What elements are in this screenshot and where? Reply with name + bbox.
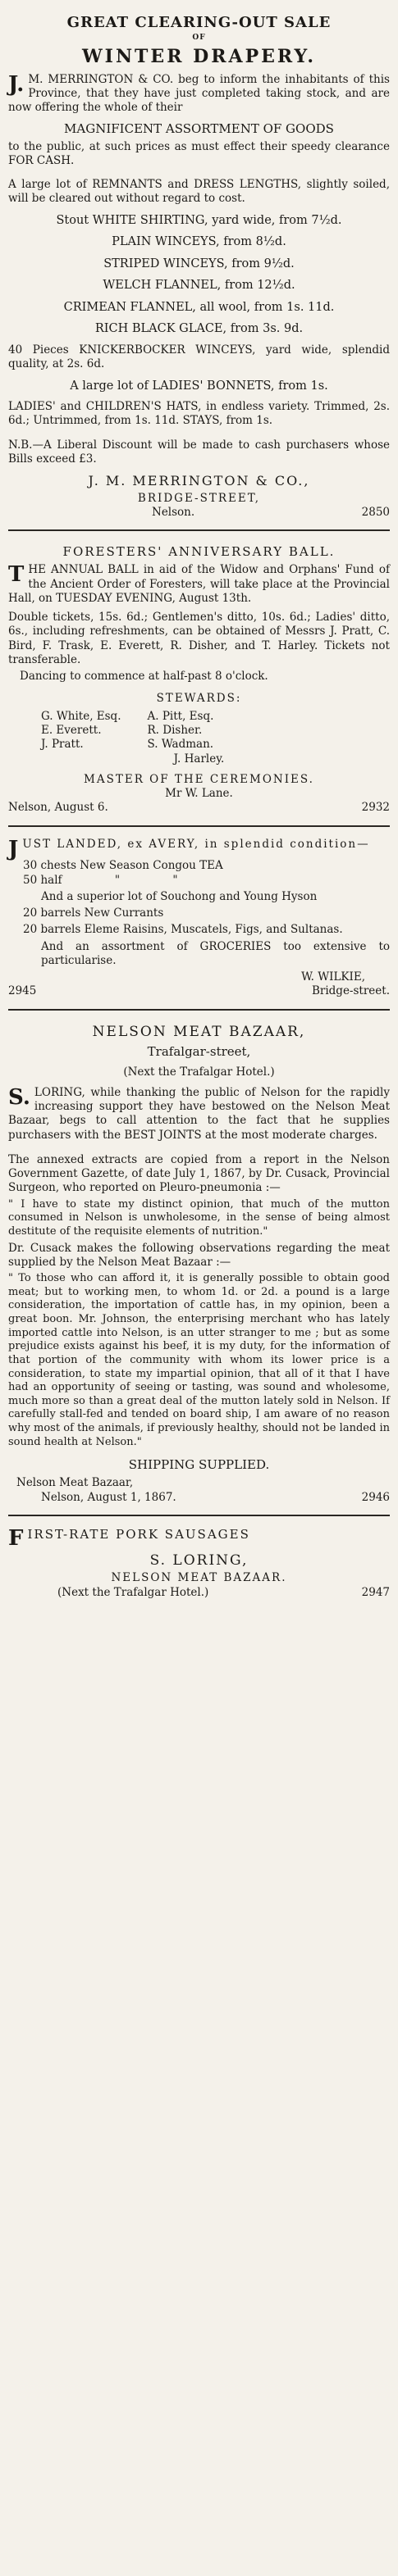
item-line: RICH BLACK GLACE, from 3s. 9d.	[94, 322, 304, 336]
quote-two: " To those who can afford it, it is generally possible to obtain good meat; but to working men, to whom 1d. or 2d. a pound is a large consideration, the importation of cattle has, in my opinion, been a great boon. Mr. Johnson, the enterprising merchant who has lately imported cattle into Nelson, is an utter stranger to me ; but as some prejudice exists against his beef, it is my duty, for the information of that portion of the community with whom its lower price is a consideration, to state my impartial opinion, that all of it that I have had an opportunity of seeing or tasting, was sound and wholesome, much more so than a great deal of the mutton lately sold in Nelson. If carefully stall-fed and tended on board ship, I am aware of no reason why most of the animals, if previously healthy, should not be landed in sound health at Nelson."	[8, 1272, 390, 1448]
item-line: WELCH FLANNEL, from 12½d.	[103, 279, 295, 293]
landed-title: UST LANDED, ex AVERY, in splendid condition—	[22, 837, 370, 851]
firm-footer	[8, 506, 390, 520]
shipping-line: SHIPPING SUPPLIED.	[128, 1457, 270, 1473]
advert-number: 2850	[361, 505, 390, 519]
bazaar-address: Nelson Meat Bazaar,	[16, 1476, 134, 1490]
public-paragraph: to the public, at such prices as must effect their speedy clearance FOR CASH.	[8, 139, 390, 167]
landed-street: Bridge-street.	[311, 984, 390, 998]
landed-heading	[8, 836, 390, 861]
landed-line: 30 chests New Season Congou TEA	[23, 859, 223, 873]
drapery-title: WINTER DRAPERY.	[81, 45, 317, 67]
landed-line: And a superior lot of Souchong and Young Hyson	[41, 889, 318, 903]
divider	[8, 1009, 390, 1011]
stewards-row	[25, 710, 223, 724]
of-label: OF	[192, 34, 206, 43]
hats-paragraph: LADIES' and CHILDREN'S HATS, in endless variety. Trimmed, 2s. 6d.; Untrimmed, from 1s. 11d. STAYS, from 1s.	[8, 400, 390, 428]
ball-title: FORESTERS' ANNIVERSARY BALL.	[62, 544, 336, 560]
stewards-heading: STEWARDS:	[156, 692, 242, 706]
firm-town: Nelson.	[152, 505, 195, 519]
ditto-mark: "	[114, 873, 121, 887]
ditto-mark: "	[172, 873, 178, 887]
item-line: Stout WHITE SHIRTING, yard wide, from 7½d.	[56, 213, 342, 227]
bazaar-text: LORING, while thanking the public of Nelson for the rapidly increasing support they have bestowed on the Nelson Meat Bazaar, begs to call attention to the fact that he supplies purchasers with the BEST JOINTS at the most moderate charges.	[8, 1085, 390, 1142]
stewards-row	[25, 724, 223, 738]
item-line: STRIPED WINCEYS, from 9½d.	[103, 257, 295, 270]
steward-name: G. White, Esq.	[41, 709, 121, 723]
advert-number: 2947	[361, 1585, 390, 1599]
ball-date: Nelson, August 6.	[8, 801, 108, 815]
drop-cap: F	[8, 1526, 24, 1551]
landed-half: 50 half	[23, 873, 62, 887]
ball-paragraph	[8, 563, 390, 606]
landed-line: And an assortment of GROCERIES too extensive to particularise.	[41, 939, 390, 967]
ball-footer	[8, 801, 390, 815]
advert-number: 2945	[8, 984, 37, 998]
advert-meat-bazaar	[8, 1015, 390, 1510]
quote-one: " I have to state my distinct opinion, that much of the mutton consumed in Nelson is unwholesome, in the sense of being almost destitute of the requisite elements of nutrition."	[8, 1197, 390, 1238]
bazaar-title: NELSON MEAT BAZAAR,	[92, 1023, 306, 1040]
drop-cap: J.	[8, 71, 25, 97]
bonnets-line: A large lot of LADIES' BONNETS, from 1s.	[70, 379, 328, 393]
steward-name: R. Disher.	[147, 724, 203, 738]
master-heading: MASTER OF THE CEREMONIES.	[84, 772, 314, 786]
sausage-title: IRST-RATE PORK SAUSAGES	[27, 1527, 250, 1542]
advert-just-landed	[8, 832, 390, 1004]
advert-number: 2932	[361, 801, 390, 815]
remnants-paragraph: A large lot of REMNANTS and DRESS LENGTHS, slightly soiled, will be cleared out without regard to cost.	[8, 178, 390, 206]
intro-text: M. MERRINGTON & CO. beg to inform the inhabitants of this Province, that they have just completed taking stock, and are now offering the whole of their	[8, 72, 390, 115]
divider	[8, 529, 390, 531]
tickets-paragraph: Double tickets, 15s. 6d.; Gentlemen's ditto, 10s. 6d.; Ladies' ditto, 6s., including refreshments, can be obtained of Messrs J. Pratt, C. Bird, F. Trask, E. Everett, R. Disher, and T. Harley. Tickets not transferable.	[8, 611, 390, 666]
landed-name: W. WILKIE,	[301, 970, 365, 984]
landed-line: 20 barrels Eleme Raisins, Muscatels, Figs, and Sultanas.	[23, 923, 343, 937]
landed-line	[8, 874, 390, 888]
firm-street: BRIDGE-STREET,	[137, 491, 261, 505]
bazaar-footer	[8, 1491, 390, 1505]
advert-pork-sausages	[8, 1521, 390, 1605]
item-line: PLAIN WINCEYS, from 8½d.	[112, 235, 286, 249]
intro-paragraph	[8, 73, 390, 116]
drop-cap: J	[8, 836, 19, 861]
bazaar-date: Nelson, August 1, 1867.	[41, 1490, 176, 1504]
steward-last: J. Harley.	[173, 752, 225, 766]
divider	[8, 825, 390, 827]
ball-text: HE ANNUAL BALL in aid of the Widow and Orphans' Fund of the Ancient Order of Foresters, will take place at the Provincial Hall, on TUESDAY EVENING, August 13th.	[8, 563, 390, 605]
divider	[8, 1515, 390, 1516]
sausage-next: (Next the Trafalgar Hotel.)	[57, 1585, 209, 1599]
steward-name: S. Wadman.	[147, 738, 214, 752]
landed-footer	[8, 984, 390, 998]
cusack-paragraph: Dr. Cusack makes the following observations regarding the meat supplied by the Nelson Meat Bazaar :—	[8, 1241, 390, 1269]
drop-cap: T	[8, 562, 25, 588]
drop-cap: S.	[8, 1084, 30, 1110]
loring-name: S. LORING,	[149, 1552, 249, 1569]
sausage-heading	[8, 1526, 390, 1551]
master-name: Mr W. Lane.	[165, 787, 233, 801]
sausage-footer	[8, 1586, 390, 1600]
advert-foresters-ball	[8, 536, 390, 820]
bazaar-next: (Next the Trafalgar Hotel.)	[123, 1065, 275, 1079]
gazette-paragraph: The annexed extracts are copied from a report in the Nelson Government Gazette, of date July 1, 1867, by Dr. Cusack, Provincial Surgeon, who reported on Pleuro-pneumonia :—	[8, 1152, 390, 1195]
firm-name: J. M. MERRINGTON & CO.,	[88, 473, 310, 489]
sale-title: GREAT CLEARING-OUT SALE	[66, 14, 332, 31]
bazaar-paragraph	[8, 1086, 390, 1143]
newspaper-column	[8, 0, 390, 1611]
steward-name: J. Pratt.	[41, 738, 84, 752]
steward-name: E. Everett.	[41, 724, 102, 738]
magnificent-line: MAGNIFICENT ASSORTMENT OF GOODS	[64, 120, 334, 136]
item-line: CRIMEAN FLANNEL, all wool, from 1s. 11d.	[63, 300, 335, 314]
discount-note: N.B.—A Liberal Discount will be made to cash purchasers whose Bills exceed £3.	[8, 438, 390, 466]
stewards-table	[25, 710, 223, 752]
knickerbocker-paragraph: 40 Pieces KNICKERBOCKER WINCEYS, yard wide, splendid quality, at 2s. 6d.	[8, 343, 390, 371]
dancing-line: Dancing to commence at half-past 8 o'clock.	[20, 670, 268, 684]
steward-name: A. Pitt, Esq.	[147, 709, 214, 723]
advert-winter-drapery	[8, 7, 390, 525]
bazaar-street: Trafalgar-street,	[147, 1044, 251, 1060]
loring-bazaar: NELSON MEAT BAZAAR.	[111, 1571, 287, 1585]
landed-line: 20 barrels New Currants	[23, 906, 164, 920]
advert-number: 2946	[361, 1490, 390, 1504]
stewards-row	[25, 738, 223, 752]
